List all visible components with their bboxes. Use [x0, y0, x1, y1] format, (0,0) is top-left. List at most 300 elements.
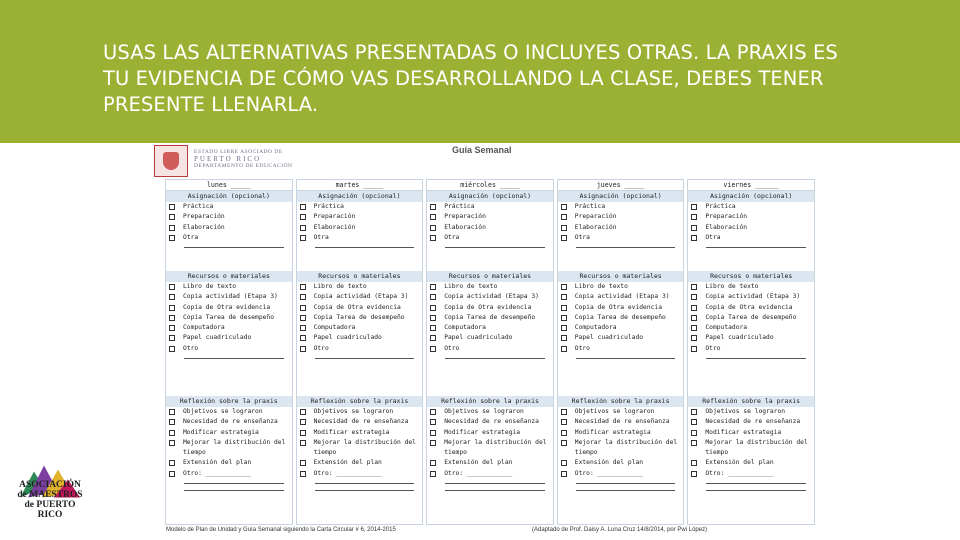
- weekly-guide-document: [152, 143, 823, 540]
- checklist-label: Computadora: [444, 324, 486, 332]
- checklist-label: Papel cuadriculado: [313, 334, 382, 342]
- checklist-label: Necesidad de re enseñanza: [313, 418, 409, 426]
- checklist-label: Elaboración: [705, 223, 748, 231]
- checkbox-icon[interactable]: [430, 460, 436, 466]
- guide-section: [427, 271, 553, 396]
- checkbox-icon[interactable]: [561, 460, 567, 466]
- checklist-label: Copia Tarea de desempeño: [444, 313, 536, 321]
- checklist-item: [427, 333, 553, 343]
- write-in-line[interactable]: [315, 358, 415, 359]
- checkbox-icon[interactable]: [691, 235, 697, 241]
- checkbox-icon[interactable]: [430, 294, 436, 300]
- checkbox-icon[interactable]: [169, 204, 175, 210]
- checkbox-icon[interactable]: [561, 346, 567, 352]
- checkbox-icon[interactable]: [430, 346, 436, 352]
- checklist-item: [166, 407, 292, 417]
- checklist-item: [427, 303, 553, 313]
- checkbox-icon[interactable]: [561, 409, 567, 415]
- checklist-item: [558, 469, 684, 479]
- checklist-label: Modificar estrategia: [705, 428, 782, 436]
- checklist-item: [558, 282, 684, 292]
- checklist-label: Mejorar la distribución del tiempo: [574, 438, 678, 457]
- write-in-line[interactable]: [315, 490, 415, 491]
- checkbox-icon[interactable]: [430, 305, 436, 311]
- checklist-item: [297, 323, 423, 333]
- checklist-item: [166, 212, 292, 222]
- checklist-label: Necesidad de re enseñanza: [444, 418, 539, 426]
- checkbox-icon[interactable]: [300, 204, 306, 210]
- checklist-label: Preparación: [444, 213, 486, 221]
- checklist-label: Otra: [183, 233, 199, 241]
- guide-section: [558, 271, 684, 396]
- write-in-line[interactable]: [706, 358, 806, 359]
- checklist-item: [297, 458, 423, 468]
- checklist-label: Práctica: [313, 203, 344, 210]
- checklist-label: Copia actividad (Etapa 3): [313, 293, 409, 301]
- checklist-label: Copia de Otra evidencia: [574, 303, 662, 311]
- write-in-line[interactable]: [315, 247, 415, 248]
- checkbox-icon[interactable]: [430, 214, 436, 220]
- day-column: [687, 179, 815, 525]
- checkbox-icon[interactable]: [561, 325, 567, 331]
- checklist-label: Copia Tarea de desempeño: [313, 313, 405, 321]
- write-in-line[interactable]: [445, 483, 545, 484]
- checkbox-icon[interactable]: [430, 335, 436, 341]
- checklist-label: Otro: ____________: [183, 469, 252, 477]
- checkbox-icon[interactable]: [561, 305, 567, 311]
- checkbox-icon[interactable]: [430, 419, 436, 425]
- checklist-item: [688, 233, 814, 243]
- checklist-item: [427, 438, 553, 459]
- checklist-label: Elaboración: [444, 223, 486, 231]
- guide-section: [297, 191, 423, 271]
- checkbox-icon[interactable]: [691, 305, 697, 311]
- checklist-label: Elaboración: [574, 223, 617, 231]
- checklist-label: Computadora: [705, 324, 748, 332]
- checkbox-icon[interactable]: [430, 325, 436, 331]
- checkbox-icon[interactable]: [691, 214, 697, 220]
- section-heading: Reflexión sobre la praxis: [688, 396, 814, 407]
- checkbox-icon[interactable]: [169, 214, 175, 220]
- checkbox-icon[interactable]: [691, 460, 697, 466]
- weekly-grid: [165, 179, 815, 524]
- section-heading: Recursos o materiales: [558, 271, 684, 282]
- checkbox-icon[interactable]: [169, 315, 175, 321]
- checkbox-icon[interactable]: [561, 440, 567, 446]
- checklist-label: Práctica: [705, 203, 736, 210]
- day-column: [426, 179, 554, 525]
- write-in-line[interactable]: [576, 247, 676, 248]
- write-in-line[interactable]: [576, 490, 676, 491]
- section-heading: Recursos o materiales: [297, 271, 423, 282]
- checklist-label: Práctica: [444, 203, 475, 210]
- checkbox-icon[interactable]: [169, 294, 175, 300]
- checklist-item: [427, 417, 553, 427]
- write-in-line[interactable]: [184, 483, 284, 484]
- checkbox-icon[interactable]: [169, 346, 175, 352]
- write-in-line[interactable]: [445, 358, 545, 359]
- day-column: [557, 179, 685, 525]
- guide-section: [688, 396, 814, 524]
- checkbox-icon[interactable]: [300, 335, 306, 341]
- checkbox-icon[interactable]: [430, 440, 436, 446]
- checklist-item: [166, 233, 292, 243]
- checklist-label: Papel cuadriculado: [183, 334, 252, 342]
- checkbox-icon[interactable]: [691, 204, 697, 210]
- checklist-item: [297, 233, 423, 243]
- guide-section: [297, 271, 423, 396]
- checkbox-icon[interactable]: [691, 325, 697, 331]
- checklist-item: [688, 323, 814, 333]
- document-header: [152, 143, 823, 179]
- checkbox-icon[interactable]: [691, 440, 697, 446]
- checklist-label: Computadora: [183, 324, 225, 332]
- section-heading: Asignación (opcional): [166, 191, 292, 202]
- checklist-label: Libro de texto: [313, 283, 367, 290]
- checkbox-icon[interactable]: [300, 471, 306, 477]
- checklist-label: Otro: ____________: [444, 469, 513, 477]
- checkbox-icon[interactable]: [169, 335, 175, 341]
- checkbox-icon[interactable]: [561, 419, 567, 425]
- checkbox-icon[interactable]: [691, 409, 697, 415]
- checklist-item: [297, 469, 423, 479]
- checklist-item: [166, 292, 292, 302]
- checklist-item: [427, 344, 553, 354]
- checkbox-icon[interactable]: [691, 225, 697, 231]
- checklist-item: [427, 458, 553, 468]
- checkbox-icon[interactable]: [561, 471, 567, 477]
- write-in-line[interactable]: [184, 490, 284, 491]
- section-heading: Recursos o materiales: [166, 271, 292, 282]
- guide-section: [427, 191, 553, 271]
- checkbox-icon[interactable]: [561, 284, 567, 290]
- checklist-item: [427, 223, 553, 233]
- banner-heading: USAS LAS ALTERNATIVAS PRESENTADAS O INCLUYES OTRAS. LA PRAXIS ES TU EVIDENCIA DE CÓMO VAS DESARROLLANDO LA CLASE, DEBES TENER PRESENTE LLENARLA.: [103, 41, 838, 116]
- checklist-label: Copia de Otra evidencia: [705, 303, 793, 311]
- section-heading: Asignación (opcional): [297, 191, 423, 202]
- checkbox-icon[interactable]: [169, 430, 175, 436]
- checklist-item: [688, 428, 814, 438]
- section-heading: Asignación (opcional): [558, 191, 684, 202]
- checklist-item: [297, 428, 423, 438]
- checkbox-icon[interactable]: [561, 430, 567, 436]
- checklist-item: [166, 428, 292, 438]
- checklist-item: [688, 438, 814, 459]
- checklist-label: Objetivos se lograron: [183, 408, 263, 415]
- write-in-line[interactable]: [315, 483, 415, 484]
- checkbox-icon[interactable]: [300, 305, 306, 311]
- checkbox-icon[interactable]: [300, 419, 306, 425]
- guide-section: [558, 396, 684, 524]
- checkbox-icon[interactable]: [430, 225, 436, 231]
- checklist-item: [297, 333, 423, 343]
- checklist-item: [558, 223, 684, 233]
- section-heading: Reflexión sobre la praxis: [558, 396, 684, 407]
- checklist-label: Otra: [444, 233, 460, 241]
- government-seal-icon: [154, 145, 188, 177]
- checkbox-icon[interactable]: [169, 419, 175, 425]
- write-in-line[interactable]: [576, 483, 676, 484]
- checklist-label: Elaboración: [313, 223, 356, 231]
- checklist-label: Otra: [574, 233, 590, 241]
- day-heading: jueves _____: [558, 180, 684, 191]
- checkbox-icon[interactable]: [691, 346, 697, 352]
- checklist-label: Otro: ____________: [574, 469, 644, 477]
- guide-section: [688, 191, 814, 271]
- checkbox-icon[interactable]: [430, 284, 436, 290]
- checkbox-icon[interactable]: [300, 409, 306, 415]
- checkbox-icon[interactable]: [300, 346, 306, 352]
- checklist-item: [166, 202, 292, 212]
- checklist-label: Copia actividad (Etapa 3): [574, 293, 670, 301]
- checklist-label: Otra: [313, 233, 329, 241]
- checklist-label: Copia de Otra evidencia: [183, 303, 271, 311]
- checklist-label: Necesidad de re enseñanza: [705, 418, 801, 426]
- write-in-line[interactable]: [184, 358, 284, 359]
- checkbox-icon[interactable]: [300, 460, 306, 466]
- checklist-label: Otro: [705, 344, 721, 352]
- checkbox-icon[interactable]: [169, 225, 175, 231]
- document-title: Guía Semanal: [452, 145, 512, 155]
- association-logo-text: ASOCIACIÓN de MAESTROS de PUERTO RICO: [17, 480, 83, 520]
- write-in-line[interactable]: [576, 358, 676, 359]
- checklist-label: Objetivos se lograron: [574, 408, 655, 415]
- day-heading: viernes ______: [688, 180, 814, 191]
- checkbox-icon[interactable]: [691, 294, 697, 300]
- checklist-item: [427, 407, 553, 417]
- checklist-item: [166, 438, 292, 459]
- day-column: [165, 179, 293, 525]
- checkbox-icon[interactable]: [561, 235, 567, 241]
- checkbox-icon[interactable]: [430, 204, 436, 210]
- checklist-label: Extensión del plan: [444, 459, 513, 467]
- checklist-item: [427, 323, 553, 333]
- checklist-item: [558, 323, 684, 333]
- checkbox-icon[interactable]: [691, 284, 697, 290]
- checkbox-icon[interactable]: [169, 471, 175, 477]
- checklist-item: [297, 438, 423, 459]
- checklist-item: [166, 313, 292, 323]
- day-heading: lunes _____: [166, 180, 292, 191]
- checklist-label: Computadora: [574, 324, 617, 332]
- footer-left-note: Modelo de Plan de Unidad y Guía Semanal siguiendo la Carta Circular # 6, 2014-2015: [166, 527, 396, 533]
- checklist-item: [688, 417, 814, 427]
- checklist-item: [427, 292, 553, 302]
- checklist-label: Modificar estrategia: [313, 428, 390, 436]
- checkbox-icon[interactable]: [300, 214, 306, 220]
- checklist-label: Copia actividad (Etapa 3): [705, 293, 801, 301]
- checklist-label: Elaboración: [183, 223, 225, 231]
- write-in-line[interactable]: [445, 247, 545, 248]
- day-column: [296, 179, 424, 525]
- checkbox-icon[interactable]: [691, 471, 697, 477]
- checklist-label: Otro: ____________: [705, 469, 774, 477]
- checklist-item: [427, 282, 553, 292]
- checklist-item: [427, 233, 553, 243]
- checklist-label: Modificar estrategia: [444, 428, 521, 436]
- title-banner: [0, 0, 960, 143]
- write-in-line[interactable]: [706, 490, 806, 491]
- checkbox-icon[interactable]: [169, 284, 175, 290]
- checklist-label: Otro: ____________: [313, 469, 382, 477]
- checkbox-icon[interactable]: [300, 294, 306, 300]
- guide-section: [297, 396, 423, 524]
- checklist-item: [558, 344, 684, 354]
- checkbox-icon[interactable]: [430, 430, 436, 436]
- checklist-item: [558, 333, 684, 343]
- day-heading: miércoles _____: [427, 180, 553, 191]
- checklist-label: Copia actividad (Etapa 3): [444, 293, 539, 301]
- section-heading: Recursos o materiales: [688, 271, 814, 282]
- checklist-item: [166, 323, 292, 333]
- checklist-label: Modificar estrategia: [183, 428, 259, 436]
- checklist-item: [558, 292, 684, 302]
- checklist-item: [166, 417, 292, 427]
- checklist-label: Objetivos se lograron: [444, 408, 524, 415]
- checklist-label: Otro: [313, 344, 329, 352]
- checkbox-icon[interactable]: [300, 284, 306, 290]
- checklist-label: Otro: [444, 344, 460, 352]
- checklist-label: Papel cuadriculado: [444, 334, 513, 342]
- checklist-item: [297, 313, 423, 323]
- checkbox-icon[interactable]: [169, 305, 175, 311]
- checkbox-icon[interactable]: [300, 315, 306, 321]
- guide-section: [427, 396, 553, 524]
- checkbox-icon[interactable]: [430, 315, 436, 321]
- checklist-item: [558, 417, 684, 427]
- section-heading: Asignación (opcional): [427, 191, 553, 202]
- checklist-label: Mejorar la distribución del tiempo: [183, 438, 286, 457]
- checkbox-icon[interactable]: [561, 294, 567, 300]
- checkbox-icon[interactable]: [300, 225, 306, 231]
- checklist-item: [558, 438, 684, 459]
- checklist-item: [297, 202, 423, 212]
- checklist-item: [558, 458, 684, 468]
- checklist-item: [427, 469, 553, 479]
- checkbox-icon[interactable]: [691, 335, 697, 341]
- checklist-label: Libro de texto: [574, 283, 628, 290]
- checklist-item: [297, 344, 423, 354]
- checklist-label: Práctica: [574, 203, 606, 210]
- section-heading: Reflexión sobre la praxis: [166, 396, 292, 407]
- checklist-label: Necesidad de re enseñanza: [574, 418, 670, 426]
- checklist-label: Copia Tarea de desempeño: [574, 313, 666, 321]
- write-in-line[interactable]: [445, 490, 545, 491]
- checklist-item: [297, 303, 423, 313]
- checklist-label: Computadora: [313, 324, 356, 332]
- checklist-item: [558, 303, 684, 313]
- checklist-label: Copia de Otra evidencia: [313, 303, 401, 311]
- checklist-label: Preparación: [705, 213, 748, 221]
- checklist-label: Mejorar la distribución del tiempo: [313, 438, 416, 457]
- checkbox-icon[interactable]: [561, 335, 567, 341]
- checklist-item: [688, 469, 814, 479]
- checklist-item: [166, 458, 292, 468]
- section-heading: Recursos o materiales: [427, 271, 553, 282]
- checklist-label: Copia Tarea de desempeño: [705, 313, 797, 321]
- checklist-item: [166, 333, 292, 343]
- guide-section: [166, 191, 292, 271]
- checklist-label: Modificar estrategia: [574, 428, 651, 436]
- checklist-label: Papel cuadriculado: [574, 334, 644, 342]
- checklist-item: [166, 303, 292, 313]
- checklist-label: Libro de texto: [183, 283, 237, 290]
- checklist-item: [688, 292, 814, 302]
- checkbox-icon[interactable]: [169, 235, 175, 241]
- checklist-item: [297, 407, 423, 417]
- checklist-item: [688, 303, 814, 313]
- footer-right-note: (Adaptado de Prof. Daisy A. Luna Cruz 14/8/2014, por Pwi López): [532, 527, 708, 533]
- write-in-line[interactable]: [706, 247, 806, 248]
- checklist-item: [688, 407, 814, 417]
- checklist-label: Práctica: [183, 203, 214, 210]
- checkbox-icon[interactable]: [561, 225, 567, 231]
- checklist-item: [297, 212, 423, 222]
- guide-section: [558, 191, 684, 271]
- checklist-label: Libro de texto: [705, 283, 759, 290]
- checkbox-icon[interactable]: [561, 214, 567, 220]
- checklist-item: [558, 313, 684, 323]
- checklist-item: [166, 282, 292, 292]
- checklist-item: [558, 428, 684, 438]
- write-in-line[interactable]: [706, 483, 806, 484]
- checklist-label: Papel cuadriculado: [705, 334, 774, 342]
- checklist-label: Copia actividad (Etapa 3): [183, 293, 278, 301]
- checkbox-icon[interactable]: [561, 204, 567, 210]
- checkbox-icon[interactable]: [430, 235, 436, 241]
- checkbox-icon[interactable]: [430, 409, 436, 415]
- checklist-label: Mejorar la distribución del tiempo: [705, 438, 808, 457]
- section-heading: Asignación (opcional): [688, 191, 814, 202]
- checklist-item: [688, 282, 814, 292]
- checkbox-icon[interactable]: [300, 325, 306, 331]
- checkbox-icon[interactable]: [300, 430, 306, 436]
- checklist-item: [688, 458, 814, 468]
- checklist-item: [166, 344, 292, 354]
- checklist-label: Preparación: [183, 213, 225, 221]
- checkbox-icon[interactable]: [430, 471, 436, 477]
- checkbox-icon[interactable]: [169, 409, 175, 415]
- checklist-item: [297, 223, 423, 233]
- checklist-item: [558, 212, 684, 222]
- checkbox-icon[interactable]: [169, 460, 175, 466]
- section-heading: Reflexión sobre la praxis: [297, 396, 423, 407]
- write-in-line[interactable]: [184, 247, 284, 248]
- checklist-label: Objetivos se lograron: [313, 408, 394, 415]
- checklist-label: Preparación: [574, 213, 617, 221]
- checklist-item: [688, 313, 814, 323]
- checklist-item: [297, 417, 423, 427]
- checklist-item: [427, 428, 553, 438]
- checklist-label: Otro: [574, 344, 590, 352]
- checkbox-icon[interactable]: [561, 315, 567, 321]
- checklist-item: [688, 202, 814, 212]
- checkbox-icon[interactable]: [691, 315, 697, 321]
- checkbox-icon[interactable]: [691, 430, 697, 436]
- checkbox-icon[interactable]: [300, 440, 306, 446]
- checkbox-icon[interactable]: [169, 325, 175, 331]
- checkbox-icon[interactable]: [169, 440, 175, 446]
- checkbox-icon[interactable]: [300, 235, 306, 241]
- checklist-label: Extensión del plan: [183, 459, 252, 467]
- checklist-item: [166, 223, 292, 233]
- checklist-label: Mejorar la distribución del tiempo: [444, 438, 547, 457]
- checklist-item: [297, 282, 423, 292]
- checklist-item: [558, 202, 684, 212]
- guide-section: [166, 271, 292, 396]
- checklist-label: Extensión del plan: [705, 459, 774, 467]
- checkbox-icon[interactable]: [691, 419, 697, 425]
